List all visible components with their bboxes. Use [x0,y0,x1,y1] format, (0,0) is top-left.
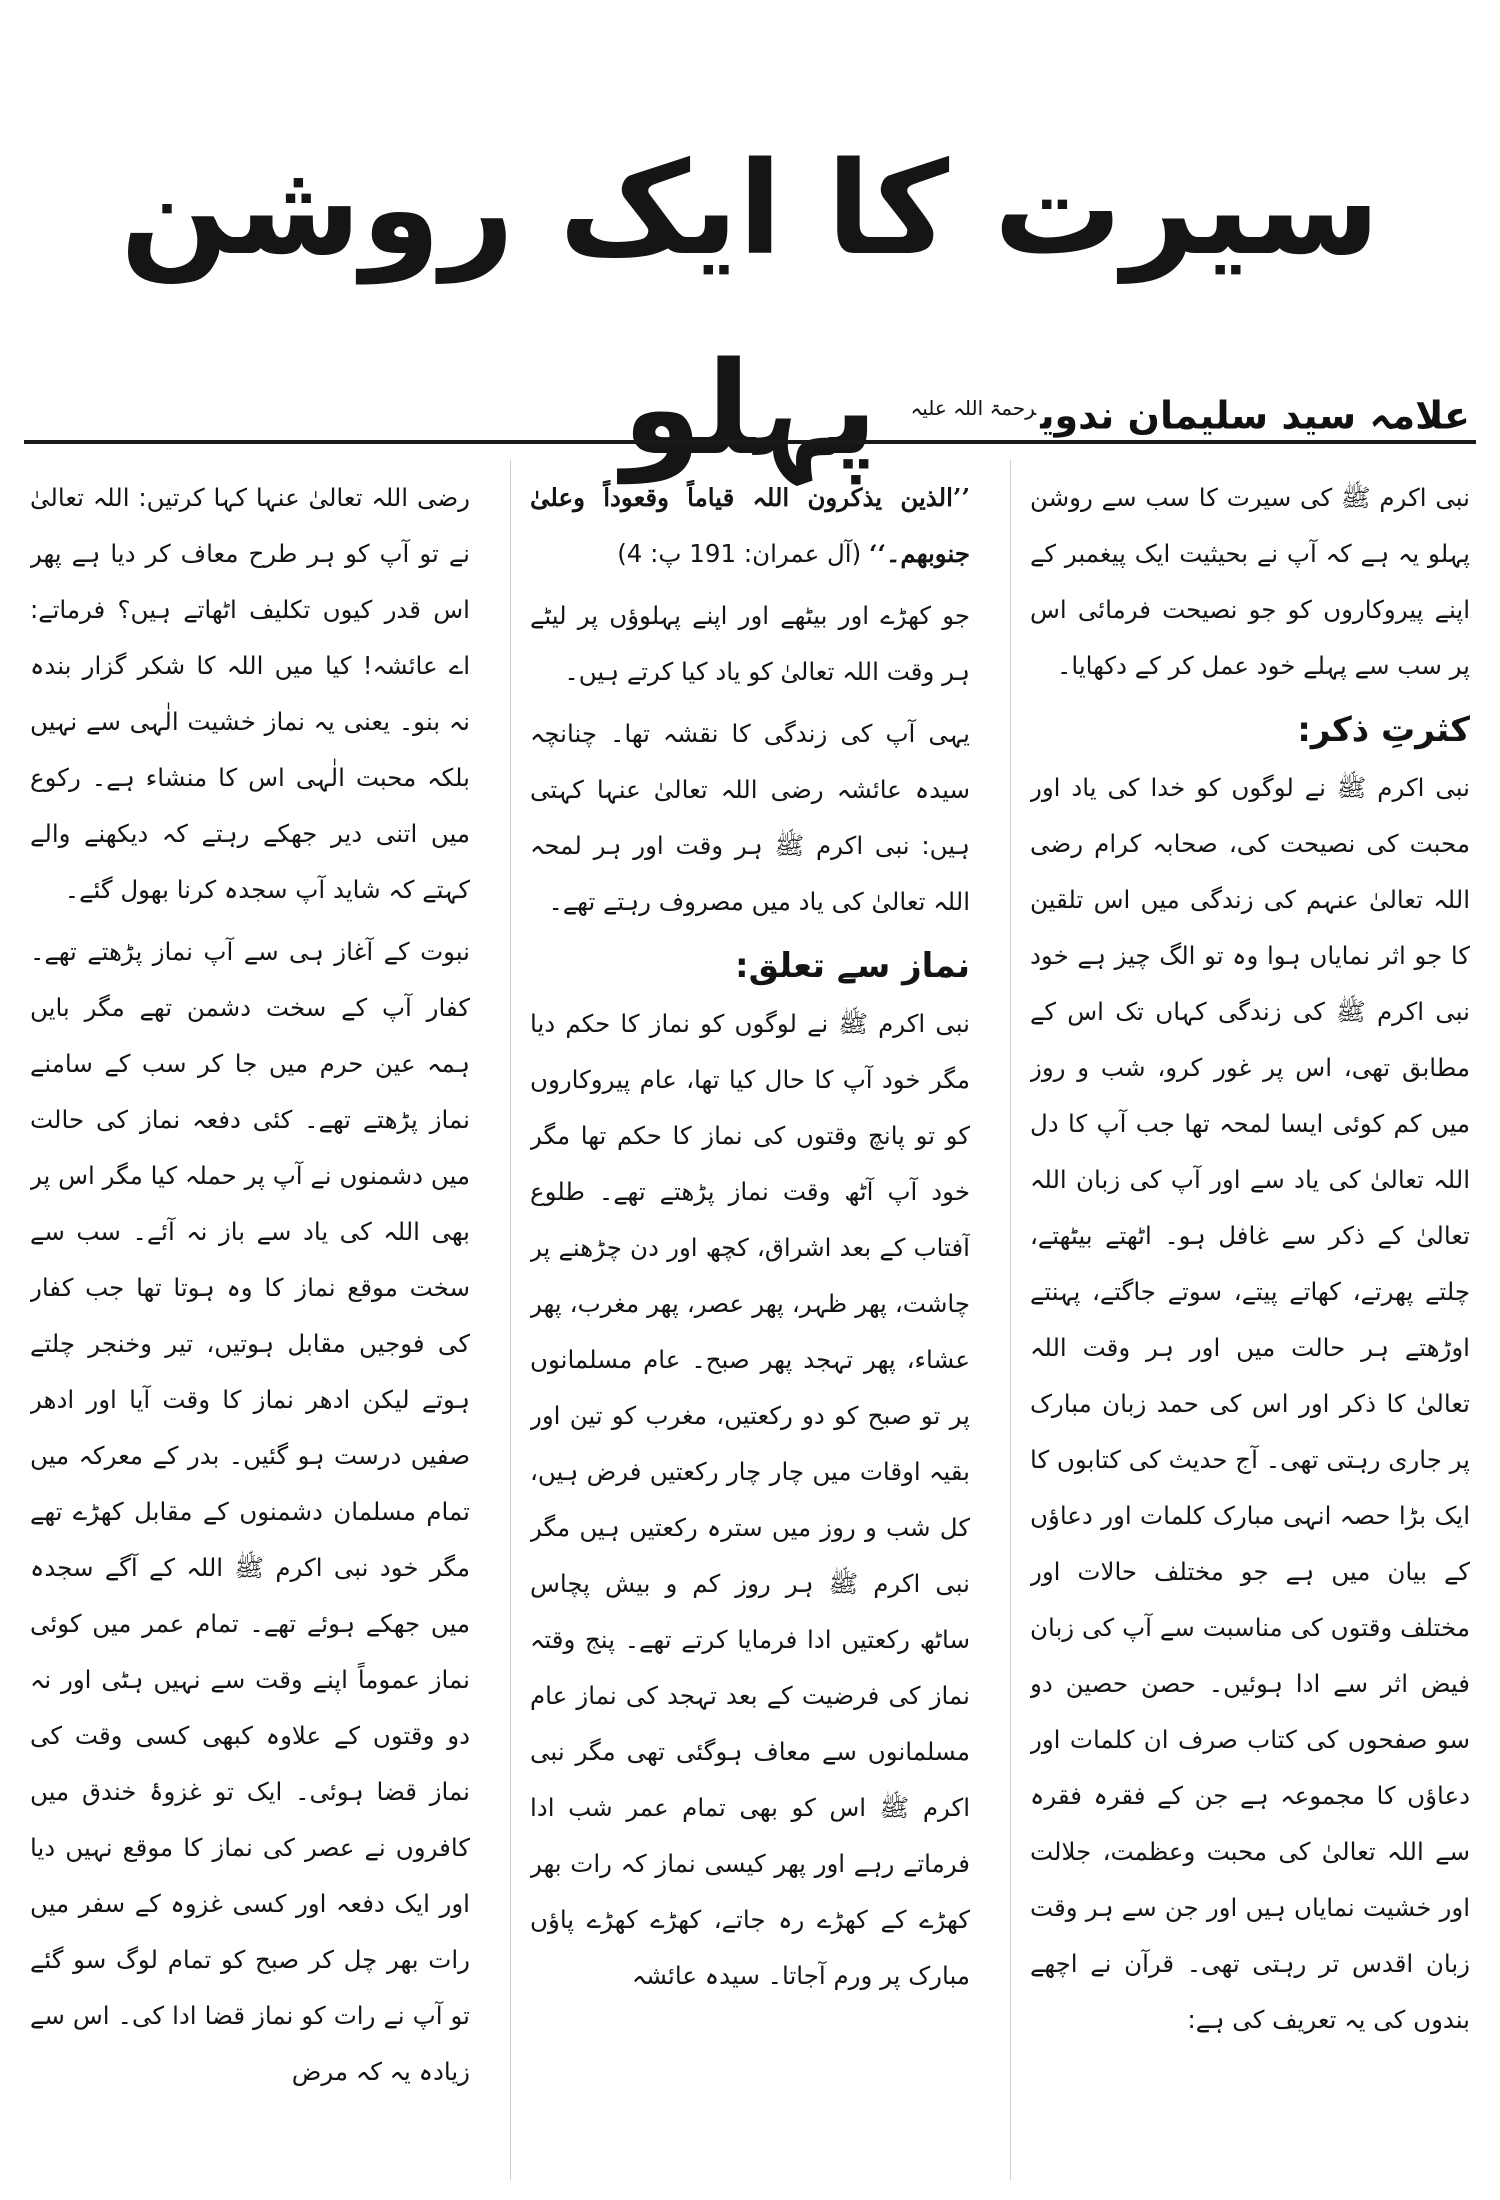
quote-text: ’’الذین یذکرون اللہ قیاماً وقعوداً وعلیٰ جنوبھم۔‘‘ [530,483,970,568]
author-name: علامہ سید سلیمان ندوی [1040,393,1470,438]
quote-reference: (آل عمران: 191 پ: 4) [617,539,862,568]
body-paragraph: یہی آپ کی زندگی کا نقشہ تھا۔ چنانچہ سیدہ عائشہ رضی اللہ تعالیٰ عنہا کہتی ہیں: نبی اکرم ﷺ ہر وقت اور ہر لمحہ اللہ تعالیٰ کی یاد میں مصروف رہتے تھے۔ [530,719,970,916]
body-paragraph: نبی اکرم ﷺ نے لوگوں کو نماز کا حکم دیا مگر خود آپ کا حال کیا تھا، عام پیروکاروں کو تو پانچ وقتوں کی نماز کا حکم تھا مگر خود آپ آٹھ وقت نماز پڑھتے تھے۔ طلوع آفتاب کے بعد اشراق، کچھ اور دن چڑھنے پر چاشت، پھر ظہر، پھر عصر، پھر مغرب، پھر عشاء، پھر تہجد پھر صبح۔ عام مسلمانوں پر تو صبح کو دو رکعتیں، مغرب کو تین اور بقیہ اوقات میں چار چار رکعتیں فرض ہیں، کل شب و روز میں سترہ رکعتیں ہیں مگر نبی اکرم ﷺ ہر روز کم و بیش پچاس ساٹھ رکعتیں ادا فرمایا کرتے تھے۔ پنج وقتہ نماز کی فرضیت کے بعد تہجد کی نماز عام مسلمانوں سے معاف ہوگئی تھی مگر نبی اکرم ﷺ اس کو بھی تمام عمر شب ادا فرماتے رہے اور پھر کیسی نماز کہ رات بھر کھڑے کے کھڑے رہ جاتے، کھڑے کھڑے پاؤں مبارک پر ورم آجاتا۔ سیدہ عائشہ [530,1009,970,1990]
section-heading-zikr: کثرتِ ذکر: [1297,710,1470,750]
header-rule [24,440,1476,444]
quran-quote [530,470,970,582]
article-headline: سیرت کا ایک روشن پہلو [120,135,1380,484]
byline [910,378,1470,438]
body-paragraph: رضی اللہ تعالیٰ عنہا کہا کرتیں: اللہ تعالیٰ نے تو آپ کو ہر طرح معاف کر دیا ہے پھر اس قدر کیوں تکلیف اٹھاتے ہیں؟ فرماتے: اے عائشہ! کیا میں اللہ کا شکر گزار بندہ نہ بنو۔ یعنی یہ نماز خشیت الٰہی سے نہیں بلکہ محبت الٰہی اس کا منشاء ہے۔ رکوع میں اتنی دیر جھکے رہتے کہ دیکھنے والے کہتے کہ شاید آپ سجدہ کرنا بھول گئے۔ [30,483,470,904]
intro-paragraph: نبی اکرم ﷺ کی سیرت کا سب سے روشن پہلو یہ ہے کہ آپ نے بحیثیت ایک پیغمبر کے اپنے پیروکاروں کو جو نصیحت فرمائی اس پر سب سے پہلے خود عمل کر کے دکھایا۔ [1030,483,1470,680]
section-heading-namaz: نماز سے تعلق: [734,946,970,986]
body-paragraph: نبی اکرم ﷺ نے لوگوں کو خدا کی یاد اور محبت کی نصیحت کی، صحابہ کرام رضی اللہ تعالیٰ عنہم کی زندگی میں اس تلقین کا جو اثر نمایاں ہوا وہ تو الگ چیز ہے خود نبی اکرم ﷺ کی زندگی کہاں تک اس کے مطابق تھی، اس پر غور کرو، شب و روز میں کم کوئی ایسا لمحہ تھا جب آپ کا دل اللہ تعالیٰ کی یاد سے اور آپ کی زبان اللہ تعالیٰ کے ذکر سے غافل ہو۔ اٹھتے بیٹھتے، چلتے پھرتے، کھاتے پیتے، سوتے جاگتے، پہنتے اوڑھتے ہر حالت میں اور ہر وقت اللہ تعالیٰ کا ذکر اور اس کی حمد زبان مبارک پر جاری رہتی تھی۔ آج حدیث کی کتابوں کا ایک بڑا حصہ انہی مبارک کلمات اور دعاؤں کے بیان میں ہے جو مختلف حالات اور مختلف وقتوں کی مناسبت سے آپ کی زبان فیض اثر سے ادا ہوئیں۔ حصن حصین دو سو صفحوں کی کتاب صرف ان کلمات اور دعاؤں کا مجموعہ ہے جن کے فقرہ فقرہ سے اللہ تعالیٰ کی محبت وعظمت، جلالت اور خشیت نمایاں ہیں اور جن سے ہر وقت زبان اقدس تر رہتی تھی۔ قرآن نے اچھے بندوں کی یہ تعریف کی ہے: [1030,773,1470,2034]
column-middle [530,470,970,2170]
column-left [30,470,470,2170]
column-divider [510,460,511,2180]
column-right [1030,470,1470,2170]
author-honorific: رحمۃ اللہ علیہ [910,396,1037,420]
column-divider [1010,460,1011,2180]
quote-translation: جو کھڑے اور بیٹھے اور اپنے پہلوؤں پر لیٹے ہر وقت اللہ تعالیٰ کو یاد کیا کرتے ہیں۔ [530,601,970,686]
body-paragraph: نبوت کے آغاز ہی سے آپ نماز پڑھتے تھے۔ کفار آپ کے سخت دشمن تھے مگر بایں ہمہ عین حرم میں جا کر سب کے سامنے نماز پڑھتے تھے۔ کئی دفعہ نماز کی حالت میں دشمنوں نے آپ پر حملہ کیا مگر اس پر بھی اللہ کی یاد سے باز نہ آئے۔ سب سے سخت موقع نماز کا وہ ہوتا تھا جب کفار کی فوجیں مقابل ہوتیں، تیر وخنجر چلتے ہوتے لیکن ادھر نماز کا وقت آیا اور ادھر صفیں درست ہو گئیں۔ بدر کے معرکہ میں تمام مسلمان دشمنوں کے مقابل کھڑے تھے مگر خود نبی اکرم ﷺ اللہ کے آگے سجدہ میں جھکے ہوئے تھے۔ تمام عمر میں کوئی نماز عموماً اپنے وقت سے نہیں ہٹی اور نہ دو وقتوں کے علاوہ کبھی کسی وقت کی نماز قضا ہوئی۔ ایک تو غزوۂ خندق میں کافروں نے عصر کی نماز کا موقع نہیں دیا اور ایک دفعہ اور کسی غزوہ کے سفر میں رات بھر چل کر صبح کو تمام لوگ سو گئے تو آپ نے رات کو نماز قضا ادا کی۔ اس سے زیادہ یہ کہ مرض [30,937,470,2086]
